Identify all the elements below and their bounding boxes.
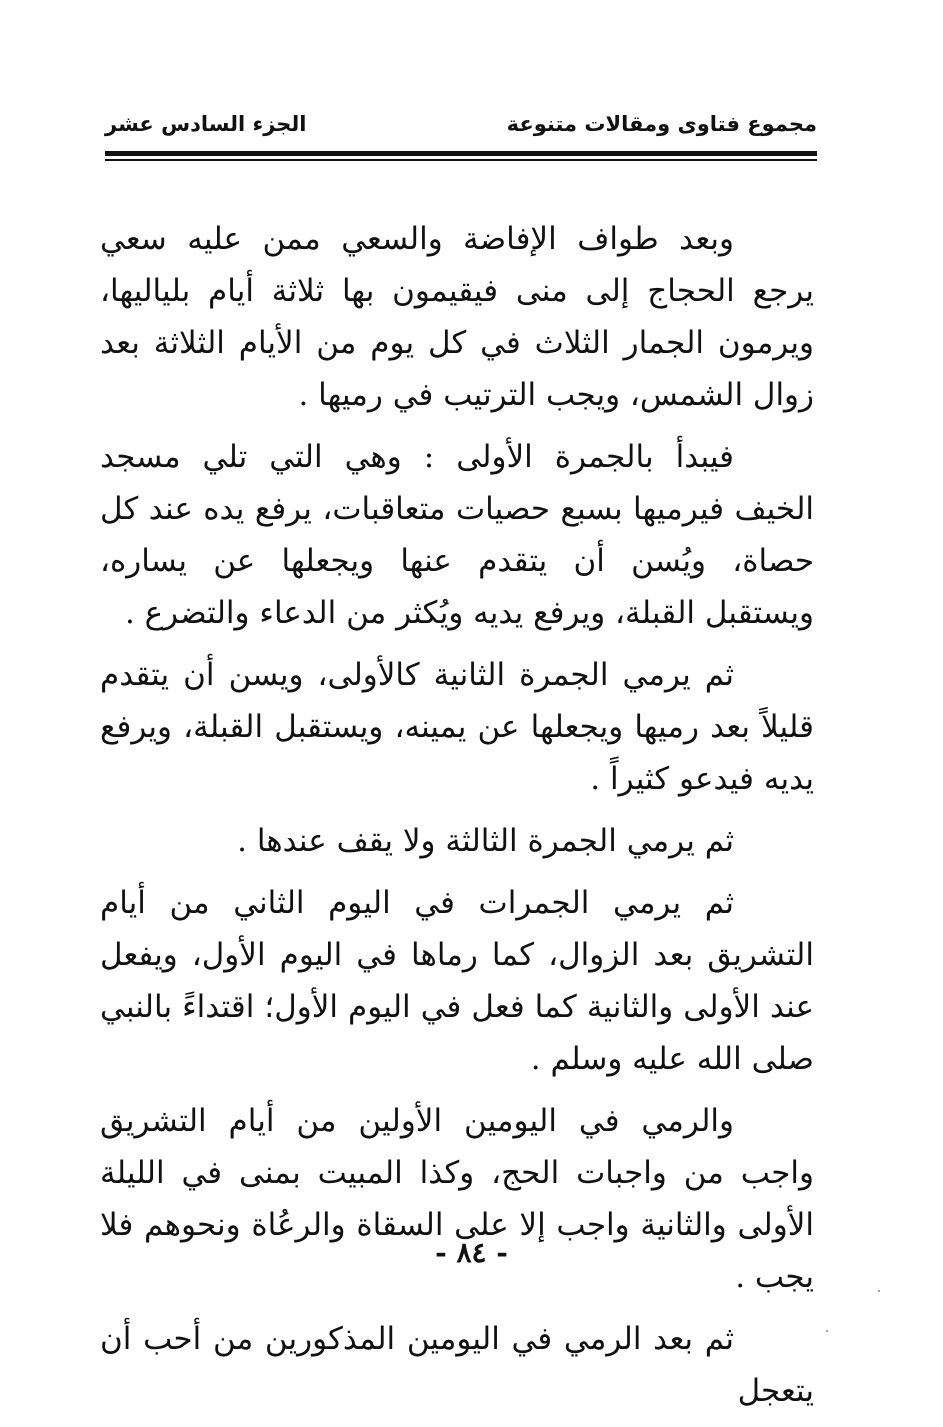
book-title: مجموع فتاوى ومقالات متنوعة [506, 112, 817, 136]
paragraph: ثم يرمي الجمرة الثالثة ولا يقف عندها . [237, 823, 734, 859]
page-number: - ٨٤ - [435, 1236, 508, 1269]
paragraph: ثم يرمي الجمرة الثانية كالأولى، ويسن أن يتقدم قليلاً بعد رميها ويجعلها عن يمينه، ويستقبل القبلة، ويرفع يديه فيدعو كثيراً . [100, 657, 814, 797]
paragraph: وبعد طواف الإفاضة والسعي ممن عليه سعي يرجع الحجاج إلى منى فيقيمون بها ثلاثة أيام بلياليها، ويرمون الجمار الثلاث في كل يوم من الأيام الثلاثة بعد زوال الشمس، ويجب الترتيب في رميها . [100, 221, 814, 413]
header-rule-thick [105, 151, 817, 156]
scan-speck [878, 1290, 880, 1292]
scan-speck [826, 1330, 828, 1332]
volume-label: الجزء السادس عشر [105, 112, 307, 136]
paragraph: والرمي في اليومين الأولين من أيام التشريق واجب من واجبات الحج، وكذا المبيت بمنى في الليلة الأولى والثانية واجب إلا على السقاة والرعُاة ونحوهم فلا يجب . [100, 1103, 814, 1295]
running-header [105, 112, 817, 146]
header-rule-thin [105, 159, 817, 161]
paragraph: فيبدأ بالجمرة الأولى : وهي التي تلي مسجد الخيف فيرميها بسبع حصيات متعاقبات، يرفع يده عند كل حصاة، ويُسن أن يتقدم عنها ويجعلها عن يساره، ويستقبل القبلة، ويرفع يديه ويُكثر من الدعاء والتضرع . [100, 439, 814, 631]
paragraph: ثم يرمي الجمرات في اليوم الثاني من أيام التشريق بعد الزوال، كما رماها في اليوم الأول، ويفعل عند الأولى والثانية كما فعل في اليوم الأول؛ اقتداءً بالنبي صلى الله عليه وسلم . [100, 885, 814, 1077]
paragraph: ثم بعد الرمي في اليومين المذكورين من أحب أن يتعجل [100, 1321, 814, 1409]
